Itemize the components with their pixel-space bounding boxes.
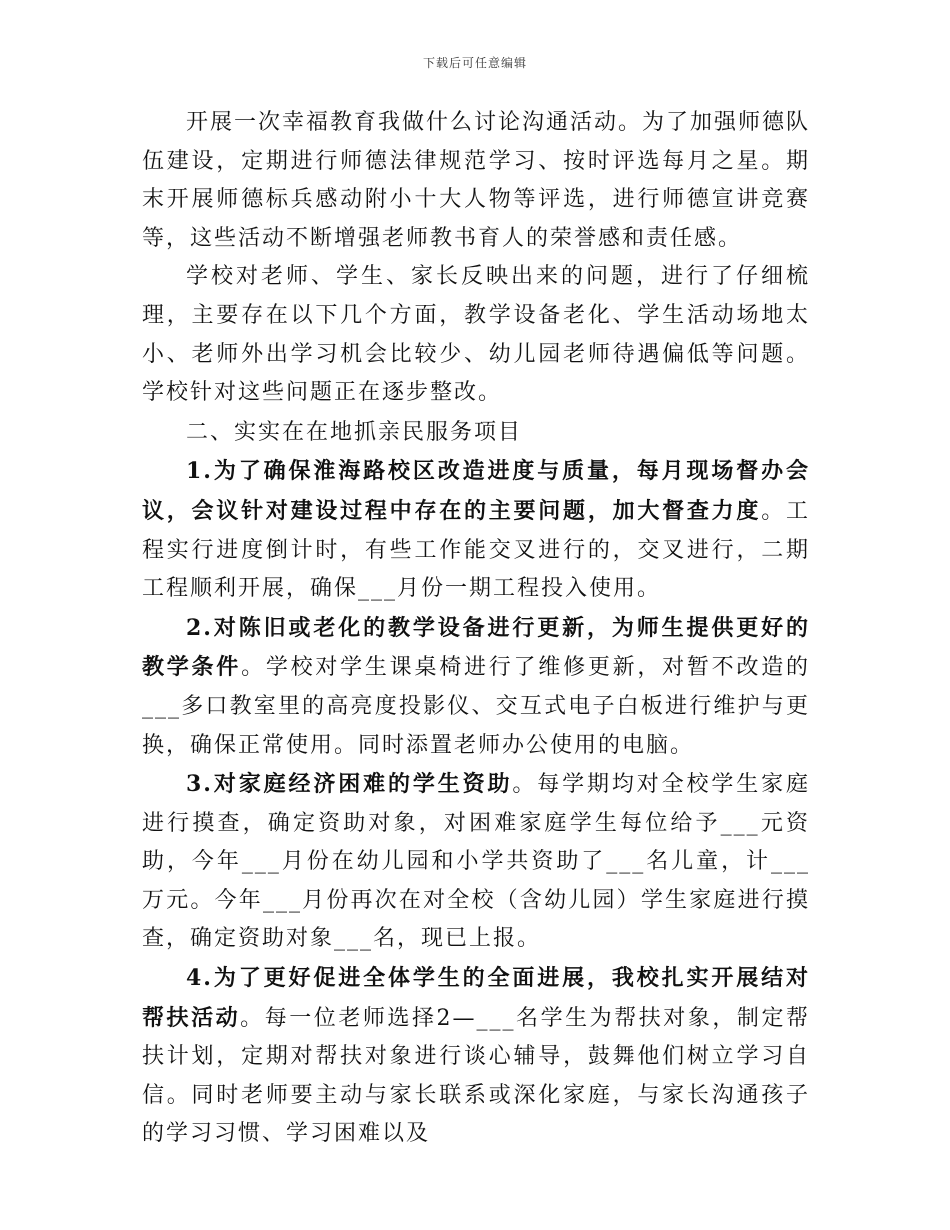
document-body bbox=[142, 104, 810, 1154]
item-lead: 4.为了更好促进全体学生的全面进展，我校扎实开展结对帮扶活动 bbox=[142, 965, 810, 1031]
list-item bbox=[142, 765, 810, 959]
page-header: 下载后可任意编辑 bbox=[422, 56, 527, 70]
item-lead: 3.对家庭经济困难的学生资助 bbox=[186, 771, 513, 798]
item-text: 。学校对学生课桌椅进行了维修更新，对暂不改造的___多口教室里的高亮度投影仪、交互式电子白板进行维护与更换，确保正常使用。同时添置老师办公使用的电脑。 bbox=[142, 655, 810, 758]
list-item bbox=[142, 452, 810, 608]
item-lead: 2.对陈旧或老化的教学设备进行更新，为师生提供更好的教学条件 bbox=[142, 614, 810, 681]
item-text: 。每学期均对全校学生家庭进行摸查，确定资助对象，对困难家庭学生每位给予___元资助，今年___月份在幼儿园和小学共资助了___名儿童，计___万元。今年___月份再次在对全校（含幼儿园）学生家庭进行摸查，确定资助对象___名，现已上报。 bbox=[142, 772, 810, 952]
item-text: 。每一位老师选择2—___名学生为帮扶对象，制定帮扶计划，定期对帮扶对象进行谈心辅导，鼓舞他们树立学习自信。同时老师要主动与家长联系或深化家庭，与家长沟通孩子的学习习惯、学习困难以及 bbox=[142, 1005, 810, 1147]
list-item bbox=[142, 959, 810, 1154]
item-text: 。工程实行进度倒计时，有些工作能交叉进行的，交叉进行，二期工程顺利开展，确保___月份一期工程投入使用。 bbox=[142, 498, 810, 602]
section-heading: 二、实实在在地抓亲民服务项目 bbox=[186, 419, 523, 445]
paragraph: 开展一次幸福教育我做什么讨论沟通活动。为了加强师德队伍建设，定期进行师德法律规范学习、按时评选每月之星。期末开展师德标兵感动附小十大人物等评选，进行师德宣讲竞赛等，这些活动不断增强老师教书育人的荣誉感和责任感。 bbox=[142, 110, 811, 251]
list-item bbox=[142, 609, 810, 765]
item-lead: 1.为了确保淮海路校区改造进度与质量，每月现场督办会议，会议针对建设过程中存在的主要问题，加大督查力度 bbox=[142, 458, 810, 524]
paragraph: 学校对老师、学生、家长反映出来的问题，进行了仔细梳理，主要存在以下几个方面，教学设备老化、学生活动场地太小、老师外出学习机会比较少、幼儿园老师待遇偏低等问题。学校针对这些问题正在逐步整改。 bbox=[142, 264, 810, 406]
